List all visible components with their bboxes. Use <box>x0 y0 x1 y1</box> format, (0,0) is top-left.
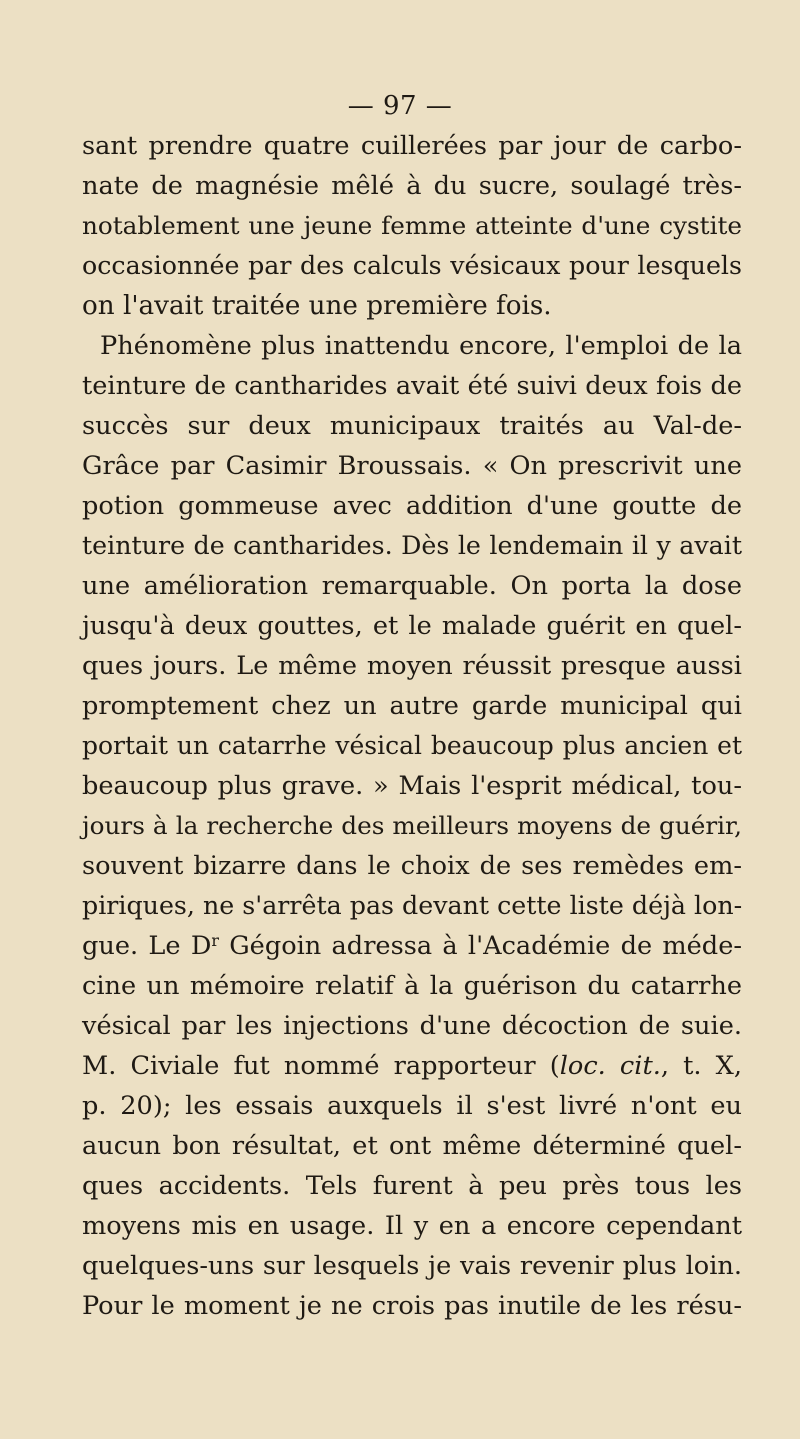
text-line-18: jours à la recherche des meilleurs moyens de guérir, <box>82 811 742 840</box>
text-line-6: Phénomène plus inattendu encore, l'emploi de la <box>100 331 742 361</box>
text-line-1: sant prendre quatre cuillerées par jour de carbo- <box>82 131 742 161</box>
text-line-28: moyens mis en usage. Il y en a encore cependant <box>82 1211 742 1241</box>
text-line-12: une amélioration remarquable. On porta la dose <box>82 571 742 601</box>
text-line-30: Pour le moment je ne crois pas inutile de les résu- <box>82 1291 742 1321</box>
text-line-11: teinture de cantharides. Dès le lendemain il y avait <box>82 531 742 560</box>
text-line-22: cine un mémoire relatif à la guérison du catarrhe <box>82 971 742 1001</box>
page-number: — 97 — <box>347 91 453 121</box>
text-line-26: aucun bon résultat, et ont même déterminé quel- <box>82 1131 742 1161</box>
text-line-21 <box>82 926 742 966</box>
text-line-13: jusqu'à deux gouttes, et le malade guérit en quel- <box>82 611 742 641</box>
text-line-21-end: Gégoin adressa à l'Académie de méde- <box>218 931 742 961</box>
text-line-10: potion gommeuse avec addition d'une goutte de <box>82 491 742 521</box>
text-line-23: vésical par les injections d'une décoction de suie. <box>82 1011 742 1041</box>
body-text <box>82 126 742 1326</box>
text-line-20: piriques, ne s'arrêta pas devant cette liste déjà lon- <box>82 891 743 920</box>
text-line-17: beaucoup plus grave. » Mais l'esprit médical, tou- <box>82 771 742 801</box>
text-line-15: promptement chez un autre garde municipal qui <box>82 691 742 721</box>
text-line-9: Grâce par Casimir Broussais. « On prescrivit une <box>82 451 742 481</box>
text-line-16: portait un catarrhe vésical beaucoup plus ancien et <box>82 731 742 760</box>
text-line-19: souvent bizarre dans le choix de ses remèdes em- <box>82 851 742 881</box>
text-line-27: ques accidents. Tels furent à peu près tous les <box>82 1171 742 1201</box>
text-line-2: nate de magnésie mêlé à du sucre, soulagé très- <box>82 171 742 201</box>
text-line-7: teinture de cantharides avait été suivi deux fois de <box>82 371 742 401</box>
text-line-3: notablement une jeune femme atteinte d'une cystite <box>82 211 742 240</box>
text-line-29: quelques-uns sur lesquels je vais revenir plus loin. <box>82 1251 742 1281</box>
citation-italic: loc. cit. <box>559 1051 661 1081</box>
text-line-24-start: M. Civiale fut nommé rapporteur ( <box>82 1051 560 1081</box>
text-line-14: ques jours. Le même moyen réussit presque aussi <box>82 651 742 681</box>
text-line-5: on l'avait traitée une première fois. <box>82 291 552 321</box>
text-line-4: occasionnée par des calculs vésicaux pour lesquels <box>82 251 742 280</box>
text-line-24 <box>82 1046 742 1086</box>
doctor-abbrev-superscript: r <box>211 931 219 951</box>
text-line-8: succès sur deux municipaux traités au Val-de- <box>82 411 742 441</box>
text-line-25: p. 20); les essais auxquels il s'est livré n'ont eu <box>82 1091 742 1121</box>
text-line-21-start: gue. Le D <box>82 931 212 961</box>
text-line-24-end: , t. X, <box>660 1051 743 1081</box>
